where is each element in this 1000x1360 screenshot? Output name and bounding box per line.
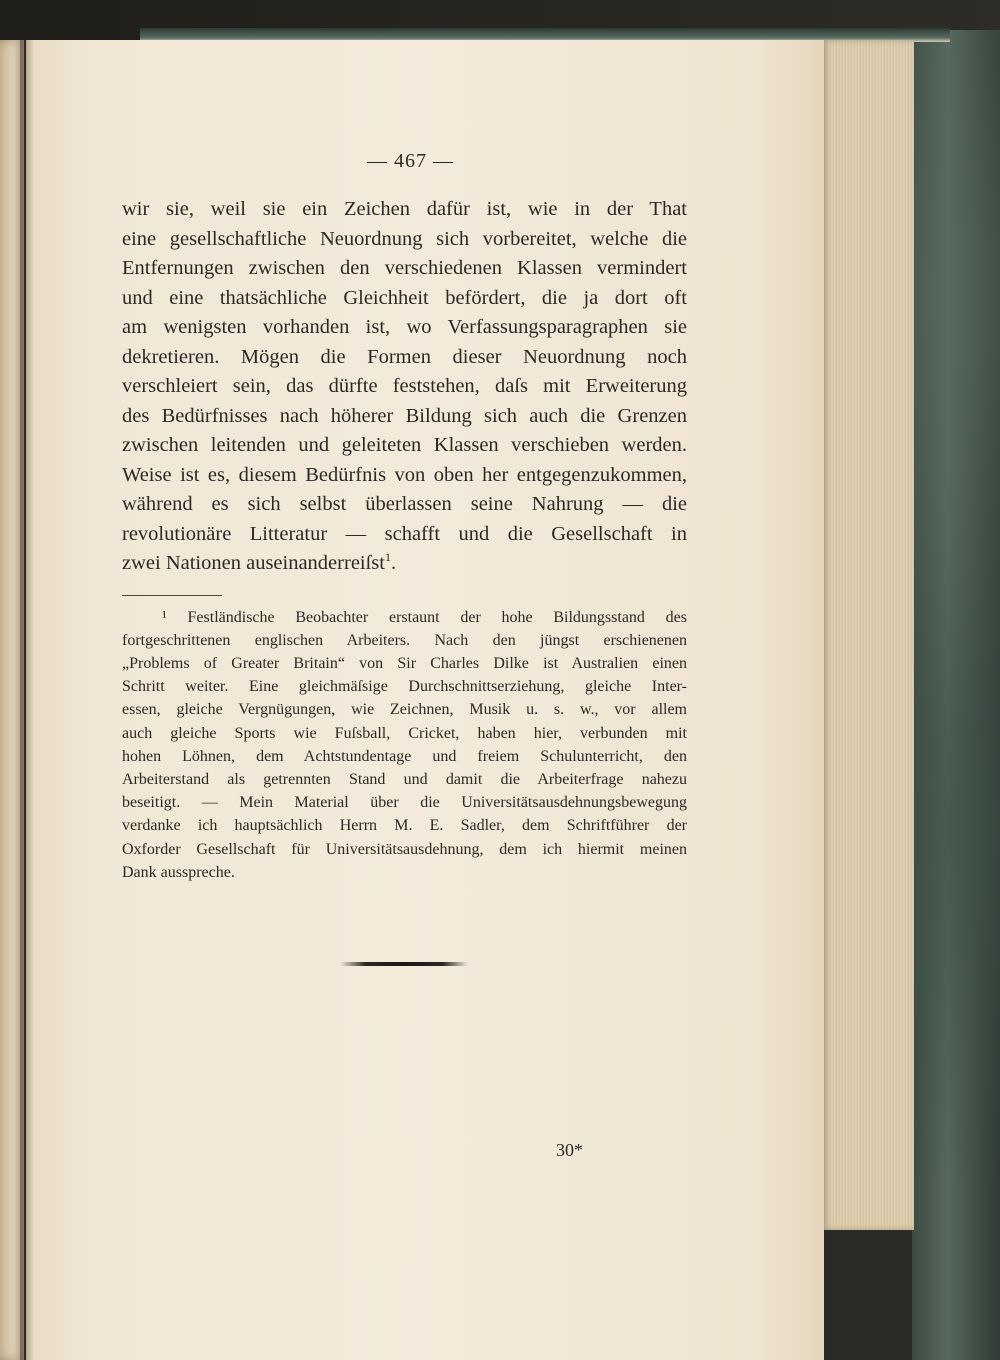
gutter-shadow (20, 40, 34, 1360)
footnote-line: Schritt weiter. Eine gleichmäſsige Durchschnittserziehung, gleiche Inter- (122, 678, 687, 696)
page-text-area (122, 150, 687, 884)
page-edges (822, 40, 914, 1230)
body-text (122, 195, 687, 579)
body-line: revolutionäre Litteratur — schafft und die Gesellschaft in (122, 522, 687, 545)
signature-mark: 30* (556, 1140, 583, 1160)
footnote-line: essen, gleiche Vergnügungen, wie Zeichnen, Musik u. s. w., vor allem (122, 701, 687, 719)
body-last-line (122, 549, 687, 579)
body-line: Entfernungen zwischen den verschiedenen Klassen vermindert (122, 257, 687, 279)
footnote-last-line: Dank ausspreche. (122, 863, 235, 881)
footnote-separator (122, 595, 222, 596)
body-line: eine gesellschaftliche Neuordnung sich vorbereitet, welche die (122, 227, 687, 250)
body-line: verschleiert sein, das dürfte feststehen, daſs mit Erweiterung (122, 375, 687, 397)
footnote-reference: 1 (384, 550, 391, 565)
footnote-line: hohen Löhnen, dem Achtstundentage und freiem Schulunterricht, den (122, 747, 687, 765)
page-number: — 467 — (367, 150, 454, 172)
footnote-line: „Problems of Greater Britain“ von Sir Charles Dilke ist Australien einen (122, 654, 687, 672)
end-ornament-rule (340, 962, 468, 966)
footnote (122, 606, 687, 884)
body-end-punctuation: . (390, 552, 397, 574)
footnote-line: Arbeiterstand als getrennten Stand und damit die Arbeiterfrage nahezu (122, 770, 687, 788)
footnote-line: ¹ Festländische Beobachter erstaunt der hohe Bildungsstand des (162, 608, 687, 626)
footnote-line: verdanke ich hauptsächlich Herrn M. E. Sadler, dem Schriftführer der (122, 817, 687, 835)
book-cover-edge (912, 30, 1000, 1360)
body-line: und eine thatsächliche Gleichheit befördert, die ja dort oft (122, 286, 687, 309)
body-line: zwischen leitenden und geleiteten Klassen verschieben werden. (122, 434, 687, 456)
footnote-line: Oxforder Gesellschaft für Universitätsausdehnung, dem ich hiermit meinen (122, 840, 687, 858)
footnote-line: fortgeschrittenen englischen Arbeiters. Nach den jüngst erschienenen (122, 631, 687, 649)
body-last-line-text: zwei Nationen auseinanderreiſst (122, 552, 385, 574)
footnote-line: beseitigt. — Mein Material über die Universitätsausdehnungsbewegung (122, 794, 687, 812)
footnote-line: auch gleiche Sports wie Fuſsball, Cricket, haben hier, verbunden mit (122, 724, 687, 742)
body-line: wir sie, weil sie ein Zeichen dafür ist, wie in der That (122, 198, 687, 220)
body-line: während es sich selbst überlassen seine Nahrung — die (122, 493, 687, 515)
body-line: dekretieren. Mögen die Formen dieser Neuordnung noch (122, 345, 687, 368)
body-line: des Bedürfnisses nach höherer Bildung sich auch die Grenzen (122, 404, 687, 427)
body-line: am wenigsten vorhanden ist, wo Verfassungsparagraphen sie (122, 316, 687, 338)
body-line: Weise ist es, diesem Bedürfnis von oben her entgegenzukommen, (122, 463, 687, 486)
